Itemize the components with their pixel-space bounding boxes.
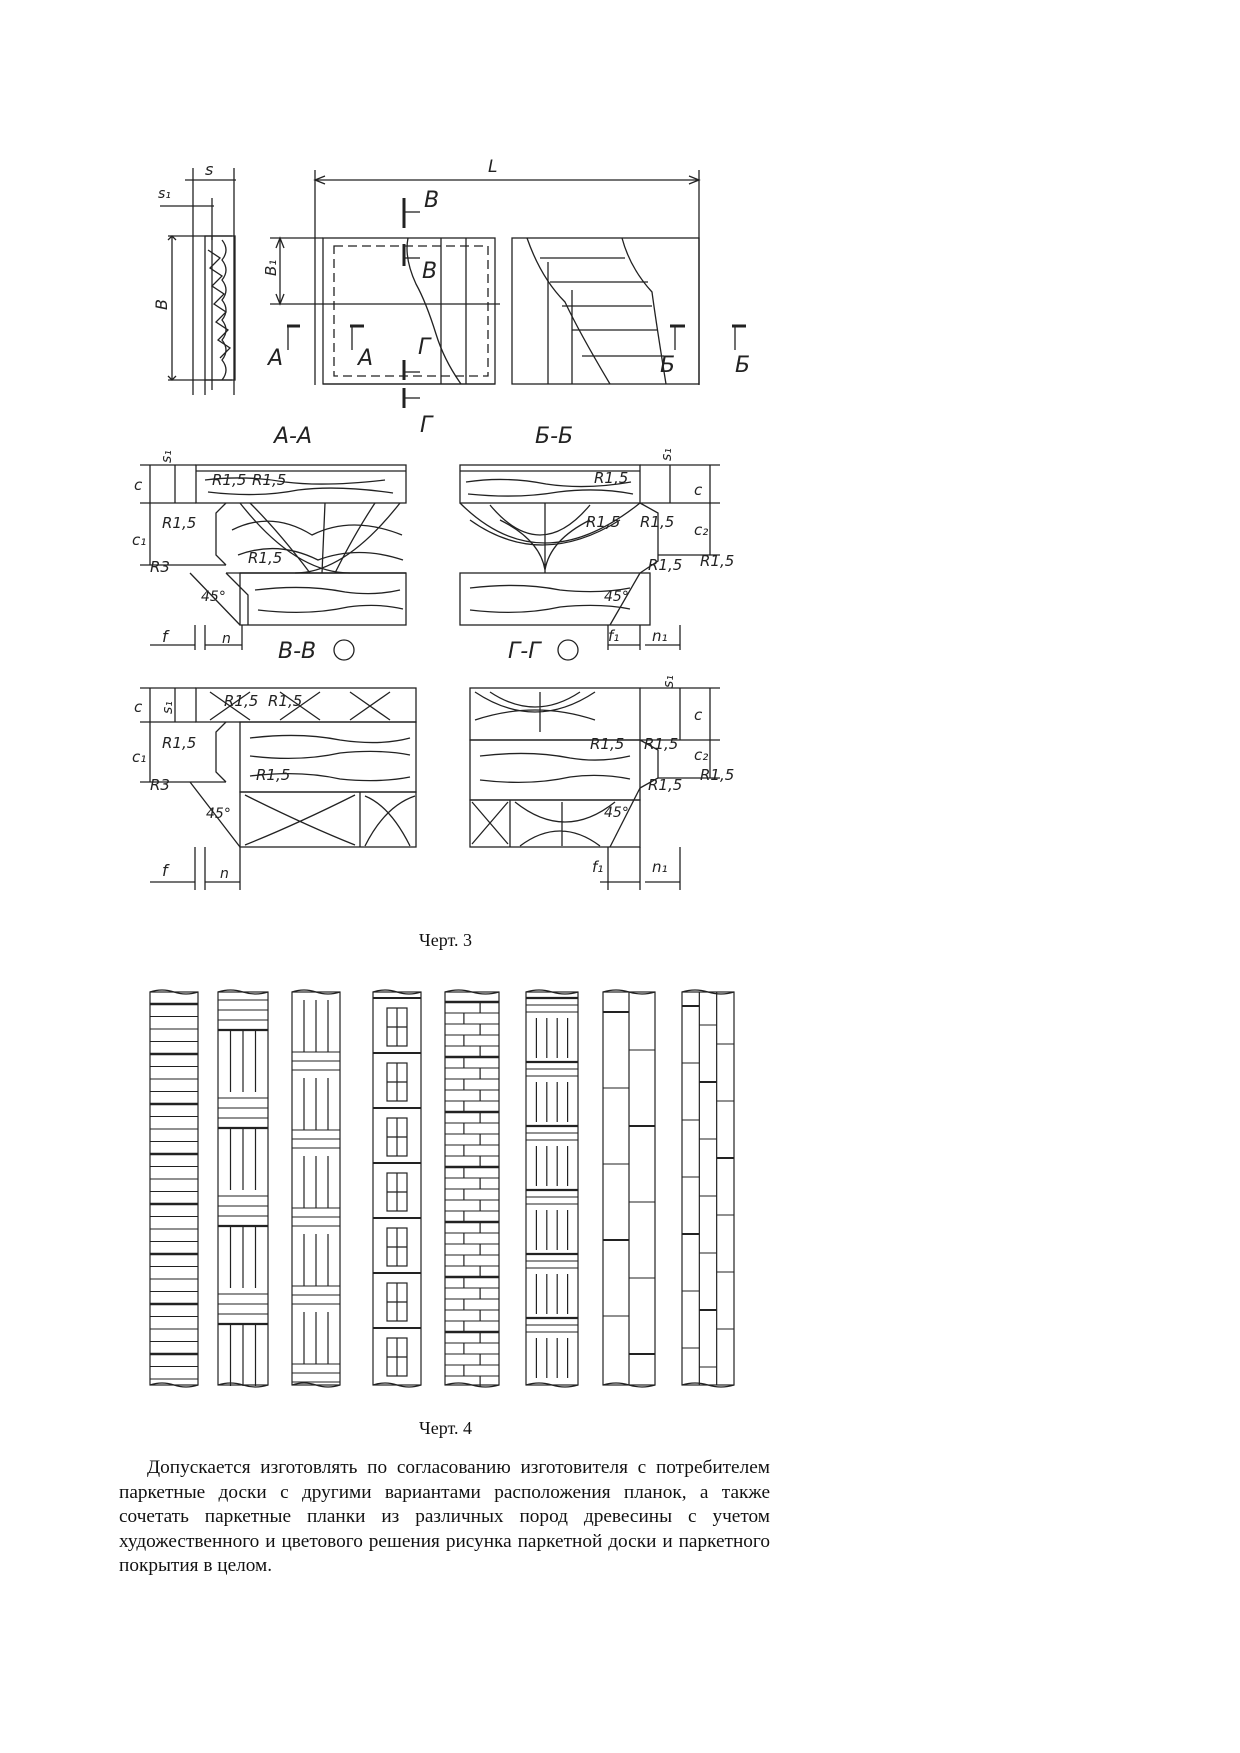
- bb-dim-c2: c₂: [694, 521, 709, 539]
- vv-radius-2: R1,5: [268, 692, 303, 710]
- section-mark-v-top: В: [424, 188, 440, 213]
- aa-radius-2: R1,5: [252, 471, 287, 489]
- aa-dim-c: c: [134, 476, 143, 494]
- gg-dim-c: c: [694, 706, 703, 724]
- bb-dim-c: c: [694, 481, 703, 499]
- parquet-strip-5: [445, 990, 499, 1387]
- bb-radius-3: R1,5: [640, 513, 675, 531]
- bb-radius-5: R1,5: [648, 556, 683, 574]
- section-mark-v-bottom: В: [422, 259, 438, 284]
- section-title-aa: А-А: [274, 424, 313, 449]
- gg-dim-c2: c₂: [694, 746, 709, 764]
- parquet-strip-7: [603, 990, 655, 1387]
- vv-dim-f: f: [162, 861, 168, 880]
- parquet-strip-8: [682, 990, 734, 1387]
- bb-radius-1: R1,5: [594, 469, 629, 487]
- vv-angle: 45°: [206, 806, 231, 822]
- aa-dim-f: f: [162, 627, 168, 646]
- aa-radius-r3: R3: [150, 558, 170, 576]
- section-title-gg: Г-Г: [508, 639, 541, 664]
- aa-dim-n: n: [222, 631, 231, 647]
- bb-radius-2: R1,5: [586, 513, 621, 531]
- dim-b-label: B: [152, 299, 171, 310]
- bb-dim-f1: f₁: [608, 627, 620, 645]
- vv-radius-3: R1,5: [162, 734, 197, 752]
- gg-dim-n1: n₁: [652, 858, 668, 876]
- gg-angle: 45°: [604, 805, 629, 821]
- dim-b1-label: B₁: [262, 259, 280, 276]
- section-title-vv: В-В: [278, 639, 317, 664]
- figure-4-caption: Черт. 4: [419, 1418, 472, 1438]
- section-mark-g-top: Г: [418, 335, 431, 360]
- vv-dim-s1: s₁: [160, 701, 176, 714]
- parquet-strip-3: [292, 990, 340, 1387]
- figure-3-caption: Черт. 3: [419, 930, 472, 950]
- aa-radius-1: R1,5: [212, 471, 247, 489]
- bb-dim-n1: n₁: [652, 627, 668, 645]
- section-mark-g-bottom: Г: [420, 413, 433, 438]
- parquet-strip-1: [150, 990, 198, 1387]
- aa-dim-c1: c₁: [132, 531, 147, 549]
- aa-dim-s1: s₁: [159, 450, 175, 463]
- bb-angle: 45°: [604, 589, 629, 605]
- gg-dim-f1: f₁: [592, 858, 604, 876]
- vv-dim-c: c: [134, 698, 143, 716]
- parquet-strip-2: [218, 990, 268, 1387]
- dim-s1-label: s₁: [158, 186, 171, 202]
- parquet-strip-4: [373, 990, 421, 1387]
- gg-dim-s1: s₁: [661, 675, 677, 688]
- section-mark-a-left: A: [268, 346, 284, 371]
- section-mark-b-left: Б: [660, 353, 676, 378]
- bb-radius-4: R1,5: [700, 552, 735, 570]
- gg-radius-3: R1,5: [700, 766, 735, 784]
- parquet-strip-6: [526, 990, 578, 1387]
- aa-radius-3: R1,5: [162, 514, 197, 532]
- gg-radius-1: R1,5: [590, 735, 625, 753]
- body-paragraph: Допускается изготовлять по согласованию изготовителя с потребителем паркетные доски с другими вариантами расположения планок, а также сочетать паркетные планки из различных пород древесины с учетом художественного и цветового решения рисунка паркетной доски и паркетного покрытия в целом.: [119, 1457, 770, 1576]
- dim-s-label: s: [205, 160, 214, 179]
- vv-radius-4: R1,5: [256, 766, 291, 784]
- aa-angle: 45°: [201, 589, 226, 605]
- dim-l-label: L: [488, 157, 498, 177]
- gg-radius-2: R1,5: [644, 735, 679, 753]
- vv-dim-n: n: [220, 866, 229, 882]
- bb-dim-s1: s₁: [659, 448, 675, 461]
- vv-radius-r3: R3: [150, 776, 170, 794]
- aa-radius-4: R1,5: [248, 549, 283, 567]
- vv-radius-1: R1,5: [224, 692, 259, 710]
- gg-radius-4: R1,5: [648, 776, 683, 794]
- section-title-bb: Б-Б: [535, 424, 574, 449]
- section-mark-a-right: A: [358, 346, 374, 371]
- vv-dim-c1: c₁: [132, 748, 147, 766]
- section-mark-b-right: Б: [735, 353, 751, 378]
